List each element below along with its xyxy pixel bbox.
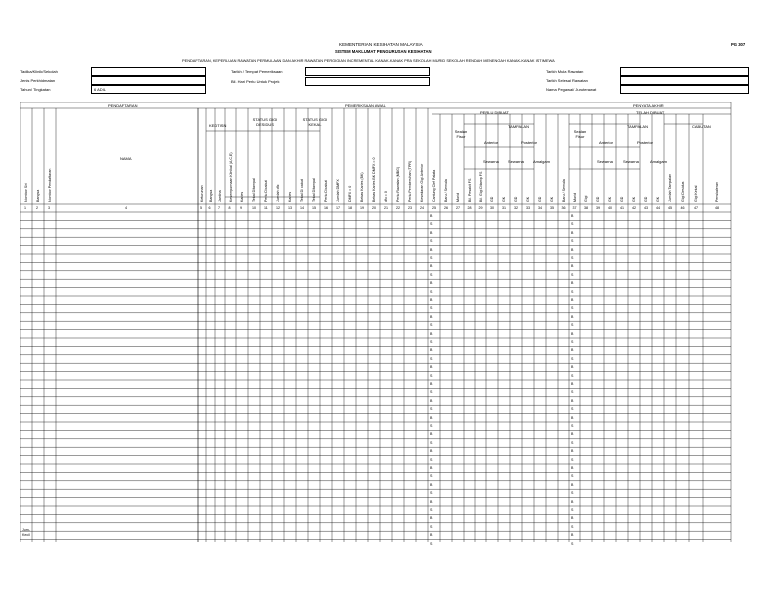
section-status-desidus: STATUS GIGI DESIDUS bbox=[252, 117, 278, 127]
column-number: 39 bbox=[596, 205, 600, 210]
column-header-label: Kesempurnaan Klinikal (A,C,E) bbox=[228, 152, 233, 202]
column-number: 27 bbox=[456, 205, 460, 210]
column-header-label: Jumlah dfx bbox=[276, 184, 280, 202]
column-number: 31 bbox=[502, 205, 506, 210]
row-mark: S bbox=[571, 222, 574, 227]
row-mark: B bbox=[571, 331, 574, 336]
column-number: 11 bbox=[264, 205, 268, 210]
anterior-2: Anterior bbox=[599, 140, 614, 145]
column-header-label: Nombor Siri bbox=[24, 183, 28, 202]
row-mark: S bbox=[571, 407, 574, 412]
column-number: 25 bbox=[432, 205, 436, 210]
column-number: 12 bbox=[276, 205, 280, 210]
column-header-label: Murid bbox=[572, 193, 577, 202]
row-mark: S bbox=[571, 474, 574, 479]
row-mark: B bbox=[430, 415, 433, 420]
field-label-bil-hari: Bil. Hari Perlu Untuk Projek bbox=[231, 79, 280, 84]
form-code: PG 307 bbox=[731, 42, 746, 47]
nama-pegawai-input[interactable] bbox=[620, 85, 749, 94]
section-perlu-dibuat: PERLU DIBUAT bbox=[480, 110, 509, 115]
jenis-input[interactable] bbox=[91, 76, 206, 85]
column-number: 21 bbox=[384, 205, 388, 210]
row-mark: S bbox=[571, 424, 574, 428]
row-mark: B bbox=[571, 314, 574, 319]
column-header-label: Keturunan bbox=[200, 185, 204, 202]
column-header-label: Jantina bbox=[218, 190, 222, 202]
column-number: 38 bbox=[584, 205, 588, 210]
column-header-label: Bebas Karies BK DMFX = 0 bbox=[372, 157, 376, 202]
field-label-jenis: Jenis Perkhidmatan bbox=[20, 78, 56, 83]
column-header-label: Gigi Desidus bbox=[680, 181, 685, 202]
column-number: 5 bbox=[200, 205, 202, 210]
column-number: 41 bbox=[620, 205, 624, 210]
sewarna-1: Sewarna bbox=[483, 159, 499, 164]
column-header-label: Karies bbox=[240, 191, 244, 202]
anterior-1: Anterior bbox=[484, 140, 499, 145]
row-mark: B bbox=[430, 264, 433, 269]
row-mark: S bbox=[571, 289, 574, 294]
row-mark: S bbox=[571, 524, 574, 529]
column-number: 13 bbox=[288, 205, 292, 210]
column-header-label: Kesedaran Gigi Anterior bbox=[420, 163, 424, 202]
column-number: 32 bbox=[514, 205, 518, 210]
row-mark: B bbox=[430, 533, 433, 538]
section-kedtisn: KEDTISN bbox=[209, 123, 227, 128]
column-number: 46 bbox=[680, 205, 685, 210]
column-number: 3 bbox=[48, 205, 50, 210]
column-header-label: Nombor Pendaftaran bbox=[48, 168, 52, 202]
column-number: 16 bbox=[324, 205, 328, 210]
row-mark: S bbox=[430, 306, 433, 311]
column-header-label: GD bbox=[596, 196, 600, 202]
column-header-label: Perlu Dicabut bbox=[324, 180, 328, 202]
row-mark: S bbox=[430, 340, 433, 344]
row-mark: S bbox=[430, 457, 433, 462]
column-number: 43 bbox=[644, 205, 648, 210]
row-mark: S bbox=[571, 373, 574, 378]
posterior-2: Posterior bbox=[637, 140, 654, 145]
row-mark: B bbox=[430, 516, 433, 521]
row-mark: S bbox=[571, 272, 574, 277]
column-header-label: GD bbox=[514, 196, 518, 202]
column-header-label: Tebal Di cabut bbox=[300, 179, 304, 202]
row-mark: S bbox=[430, 323, 433, 328]
column-number: 44 bbox=[656, 205, 660, 210]
column-number: 15 bbox=[312, 205, 316, 210]
column-header-label: Bebas Karies (BK) bbox=[360, 172, 364, 202]
column-number: 48 bbox=[715, 205, 719, 210]
column-header-label: Jumlah DMFX bbox=[336, 179, 340, 202]
row-mark: B bbox=[571, 230, 574, 235]
row-mark: B bbox=[430, 298, 433, 302]
row-mark: S bbox=[571, 356, 574, 361]
amalgam-1: Amalgam bbox=[533, 159, 550, 164]
row-mark: B bbox=[571, 264, 574, 269]
row-mark: B bbox=[571, 466, 574, 470]
column-number: 37 bbox=[572, 205, 577, 210]
cabutan: CABUTAN bbox=[692, 124, 711, 129]
row-mark: B bbox=[571, 365, 574, 370]
column-number: 33 bbox=[526, 205, 530, 210]
column-header-label: GK bbox=[526, 196, 530, 202]
column-number: 42 bbox=[632, 205, 636, 210]
row-mark: S bbox=[571, 239, 574, 244]
tarikh-tempat-input[interactable] bbox=[305, 67, 430, 76]
column-number: 2 bbox=[36, 205, 38, 210]
column-header-label: Baru / Semula bbox=[444, 179, 448, 202]
column-number: 10 bbox=[252, 205, 256, 210]
row-mark: B bbox=[430, 348, 433, 353]
row-mark: B bbox=[430, 449, 433, 454]
column-header-label: GK bbox=[632, 196, 636, 202]
row-mark: B bbox=[430, 247, 433, 252]
column-header-label: Murid bbox=[456, 193, 460, 202]
tadika-input[interactable] bbox=[91, 67, 206, 76]
row-mark: B bbox=[571, 482, 574, 487]
row-mark: S bbox=[571, 457, 574, 462]
row-mark: S bbox=[430, 491, 433, 496]
column-number: 17 bbox=[336, 205, 340, 210]
column-header-label: Baru / Semula bbox=[561, 179, 566, 202]
column-number: 26 bbox=[444, 205, 448, 210]
column-header-label: Bangsa bbox=[36, 189, 40, 202]
column-header-label: Tebal Ditampal bbox=[252, 178, 256, 202]
tarikh-mula-input[interactable] bbox=[620, 67, 749, 76]
column-header-label: GD bbox=[644, 196, 648, 202]
footer-jum: Jum- bbox=[22, 528, 30, 532]
column-header-label: GK bbox=[656, 196, 660, 202]
row-mark: S bbox=[430, 256, 433, 260]
row-mark: S bbox=[571, 541, 574, 546]
column-number: 29 bbox=[478, 205, 483, 210]
row-mark: B bbox=[430, 466, 433, 470]
section-penyata-akhir: PENYATA AKHIR bbox=[633, 103, 664, 108]
row-mark: B bbox=[571, 533, 574, 538]
row-mark: B bbox=[430, 499, 433, 504]
column-number: 36 bbox=[561, 205, 566, 210]
sewarna-3: Sewarna bbox=[597, 159, 613, 164]
column-number: 22 bbox=[396, 205, 400, 210]
column-number: 6 bbox=[208, 205, 211, 210]
sewarna-2: Sewarna bbox=[508, 159, 524, 164]
column-header-label: Tebal Ditampal bbox=[312, 178, 316, 202]
section-telah-dibuat: TELAH DIBUAT bbox=[636, 110, 665, 115]
row-mark: B bbox=[571, 398, 574, 403]
row-mark: B bbox=[571, 516, 574, 521]
tampalan-1: TAMPALAN bbox=[508, 124, 529, 129]
column-number: 28 bbox=[467, 205, 472, 210]
column-header-label: Bil. Gigi Ditamp FS bbox=[478, 171, 483, 202]
row-mark: S bbox=[571, 508, 574, 512]
field-label-tarikh-mula: Tarikh Mula Rawatan bbox=[546, 69, 584, 74]
row-mark: S bbox=[571, 323, 574, 328]
field-label-tahun: Tahun/ Tingkatan bbox=[20, 87, 51, 92]
row-mark: S bbox=[430, 272, 433, 277]
column-header-label: DMFX = 0 bbox=[348, 185, 352, 202]
row-mark: B bbox=[571, 415, 574, 420]
field-label-nama-pegawai: Nama Pegawai/ Juruterawat bbox=[546, 87, 597, 92]
row-mark: S bbox=[430, 440, 433, 445]
row-mark: B bbox=[430, 382, 433, 386]
row-mark: B bbox=[430, 365, 433, 370]
row-mark: S bbox=[430, 424, 433, 428]
row-mark: S bbox=[430, 524, 433, 529]
footer-kecil: Kecil bbox=[22, 533, 30, 537]
column-number: 7 bbox=[218, 205, 220, 210]
row-mark: B bbox=[571, 281, 574, 286]
column-header-label: Gigi bbox=[584, 195, 588, 202]
bil-hari-input[interactable] bbox=[305, 77, 430, 86]
row-mark: S bbox=[571, 440, 574, 445]
column-number: 8 bbox=[228, 205, 231, 210]
amalgam-2: Amalgam bbox=[650, 159, 667, 164]
column-header-label: Penskaleran bbox=[715, 182, 719, 202]
tahun-input[interactable] bbox=[91, 85, 206, 94]
row-mark: B bbox=[430, 314, 433, 319]
sewarna-4: Sewarna bbox=[623, 159, 639, 164]
column-number: 40 bbox=[608, 205, 612, 210]
column-number: 20 bbox=[372, 205, 376, 210]
column-number: 47 bbox=[694, 205, 698, 210]
row-mark: B bbox=[571, 348, 574, 353]
row-mark: S bbox=[430, 474, 433, 479]
row-mark: B bbox=[571, 247, 574, 252]
field-label-tarikh-selesai: Tarikh Selesai Rawatan bbox=[546, 78, 588, 83]
row-mark: B bbox=[571, 499, 574, 504]
field-label-tarikh-tempat: Tarikh / Tempat Pemeriksaan bbox=[231, 69, 283, 74]
row-mark: S bbox=[430, 289, 433, 294]
main-table-grid bbox=[20, 102, 751, 542]
row-mark: B bbox=[430, 482, 433, 487]
row-mark: S bbox=[430, 239, 433, 244]
row-mark: B bbox=[571, 298, 574, 302]
column-number: 35 bbox=[550, 205, 554, 210]
column-header-label: Gigi Kekal bbox=[694, 185, 698, 202]
row-mark: B bbox=[571, 382, 574, 386]
column-number: 9 bbox=[240, 205, 242, 210]
column-header-label: Perlu Dicabut bbox=[264, 180, 268, 202]
column-number: 23 bbox=[408, 205, 412, 210]
system-title: SISTEM MAKLUMAT PENGURUSAN KESIHATAN bbox=[335, 49, 432, 54]
row-mark: S bbox=[430, 356, 433, 361]
row-mark: S bbox=[571, 491, 574, 496]
sealan-fisur-2: Sealan Fisur bbox=[573, 129, 587, 139]
column-header-label: GD bbox=[538, 196, 542, 202]
row-mark: S bbox=[430, 373, 433, 378]
column-header-label: Cantung Clef Palata bbox=[432, 169, 436, 202]
tarikh-selesai-input[interactable] bbox=[620, 76, 749, 85]
row-mark: B bbox=[571, 432, 574, 437]
row-mark: S bbox=[430, 541, 433, 546]
row-mark: S bbox=[430, 222, 433, 227]
column-number: 14 bbox=[300, 205, 304, 210]
row-mark: S bbox=[571, 306, 574, 311]
row-mark: S bbox=[571, 256, 574, 260]
row-mark: B bbox=[430, 398, 433, 403]
nama-heading: NAMA bbox=[120, 156, 132, 161]
row-mark: B bbox=[430, 230, 433, 235]
section-status-kekal: STATUS GIGI KEKAL bbox=[302, 117, 328, 127]
section-pendaftaran: PENDAFTARAN bbox=[108, 103, 138, 108]
row-mark: B bbox=[430, 432, 433, 437]
column-header-label: GD bbox=[620, 196, 624, 202]
column-number: 18 bbox=[348, 205, 352, 210]
form-description: PENDAFTARAN, KEPERLUAN RAWATAN PERMULAAN DAN AKHIR RAWATAN PERGIGIAN INCREMENTAL KANAK-KANAK PRA SEKOLAH MURID SEKOLAH RENDAH MENENGAH KANAK-KANAK ISTIMEWA bbox=[182, 58, 555, 63]
row-mark: S bbox=[430, 508, 433, 512]
column-header-label: Karies bbox=[288, 191, 292, 202]
tampalan-2: TAMPALAN bbox=[627, 124, 648, 129]
column-number: 34 bbox=[538, 205, 542, 210]
column-header-label: Jumlah Tampalan bbox=[668, 173, 672, 202]
sealan-fisur-1: Sealan Fisur bbox=[454, 129, 468, 139]
column-header-label: Bangsa bbox=[208, 189, 213, 202]
row-mark: S bbox=[571, 340, 574, 344]
row-mark: B bbox=[430, 281, 433, 286]
column-header-label: dfx = 0 bbox=[384, 191, 388, 202]
row-mark: S bbox=[571, 390, 574, 395]
row-mark: S bbox=[430, 407, 433, 412]
column-header-label: Bil. Pesakit FS bbox=[467, 178, 472, 202]
column-number: 19 bbox=[360, 205, 364, 210]
column-number: 30 bbox=[490, 205, 494, 210]
row-mark: B bbox=[430, 214, 433, 218]
ministry-title: KEMENTERIAN KESIHATAN MALAYSIA bbox=[339, 42, 423, 47]
tahun-value: 6 ADIL bbox=[94, 87, 107, 92]
row-mark: B bbox=[571, 449, 574, 454]
column-header-label: GD bbox=[490, 196, 494, 202]
column-header-label: Perlu Rawatan (MBG) bbox=[396, 166, 400, 202]
field-label-tadika: Tadika/Klinik/Sekolah bbox=[20, 69, 58, 74]
column-header-label: GK bbox=[550, 196, 554, 202]
row-mark: B bbox=[430, 331, 433, 336]
posterior-1: Posterior bbox=[521, 140, 538, 145]
column-header-label: GK bbox=[608, 196, 612, 202]
row-mark: S bbox=[430, 390, 433, 395]
column-number: 4 bbox=[125, 205, 127, 210]
section-pemeriksaan-awal: PEMERIKSAAN AWAL bbox=[345, 103, 386, 108]
column-number: 1 bbox=[24, 205, 26, 210]
row-mark: B bbox=[571, 214, 574, 218]
column-number: 45 bbox=[668, 205, 672, 210]
column-header-label: GK bbox=[502, 196, 506, 202]
column-number: 24 bbox=[420, 205, 424, 210]
column-header-label: Perlu Pembersihan (TPR) bbox=[408, 160, 412, 202]
